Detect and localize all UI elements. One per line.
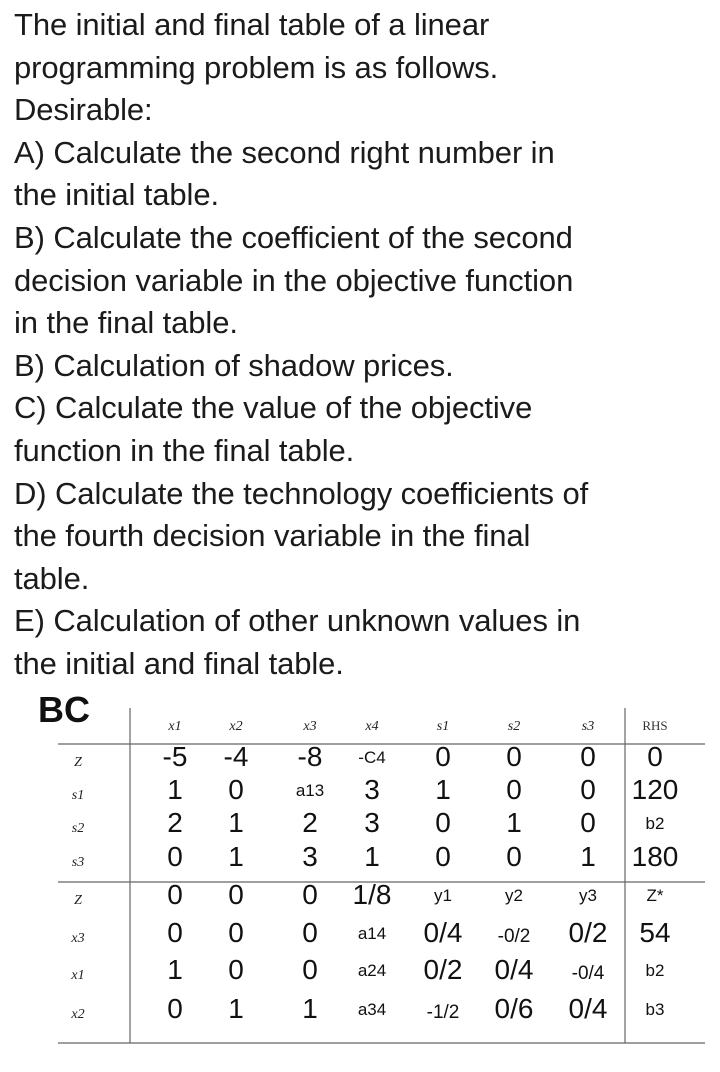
row-basis-label: x3	[71, 931, 85, 946]
table-cell: -0/2	[497, 926, 531, 947]
corner-label: BC	[38, 689, 90, 730]
table-cell: 0	[647, 741, 663, 772]
question-line: E) Calculation of other unknown values in	[14, 603, 581, 639]
table-cell: 54	[639, 917, 671, 948]
table-cell: 0	[506, 774, 522, 805]
table-cell: 0	[167, 917, 183, 948]
column-header: x4	[365, 719, 379, 734]
column-header: x1	[168, 719, 182, 734]
table-cell: 1	[167, 954, 183, 985]
table-cell: 0	[435, 841, 451, 872]
table-cell: 0	[302, 879, 318, 910]
row-basis-label: Z	[74, 755, 82, 770]
row-basis-label: s1	[71, 788, 85, 803]
table-cell: 0/4	[494, 954, 534, 985]
table-cell: y1	[434, 886, 452, 905]
table-cell: 0	[167, 993, 183, 1024]
question-line: the initial and final table.	[14, 645, 344, 681]
column-header: x3	[303, 719, 317, 734]
table-cell: b3	[645, 1000, 665, 1019]
table-cell: 3	[364, 807, 380, 838]
question-line: C) Calculate the value of the objective	[14, 390, 533, 426]
table-cell: 0/2	[568, 917, 608, 948]
table-cell: 1	[228, 807, 244, 838]
row-basis-label: s3	[71, 855, 85, 870]
question-line: Desirable:	[14, 92, 153, 128]
table-cell: 0	[167, 879, 183, 910]
table-cell: 0	[228, 917, 244, 948]
table-cell: 1	[435, 774, 451, 805]
question-line: B) Calculate the coefficient of the second	[14, 219, 573, 255]
table-cell: 0	[506, 841, 522, 872]
table-cell: 1	[167, 774, 183, 805]
question-line: programming problem is as follows.	[14, 49, 499, 85]
row-basis-label: Z	[74, 893, 82, 908]
table-cell: b2	[645, 814, 665, 833]
column-header: RHS	[642, 718, 668, 733]
table-cell: 0/2	[423, 954, 463, 985]
table-cells	[70, 718, 678, 1024]
table-cell: 0/4	[423, 917, 463, 948]
table-cell: 120	[631, 774, 679, 805]
table-cell: 1	[302, 993, 318, 1024]
table-cell: a24	[357, 961, 387, 980]
table-cell: 0	[435, 807, 451, 838]
table-cell: 0	[506, 741, 522, 772]
question-line: function in the final table.	[14, 432, 355, 468]
table-cell: 1	[228, 993, 244, 1024]
table-cell: -C4	[358, 748, 386, 767]
table-cell: -1/2	[426, 1002, 460, 1023]
table-cell: y3	[579, 886, 597, 905]
question-line: in the final table.	[14, 305, 238, 341]
table-cell: 0	[435, 741, 451, 772]
table-cell: 0	[228, 879, 244, 910]
question-line: the initial table.	[14, 177, 219, 213]
question-text	[14, 4, 714, 686]
question-line: D) Calculate the technology coefficients of	[14, 475, 589, 511]
question-line: B) Calculation of shadow prices.	[14, 347, 454, 383]
question-line: the fourth decision variable in the final	[14, 518, 531, 554]
table-cell: 0	[580, 807, 596, 838]
question-line: decision variable in the objective function	[14, 262, 574, 298]
table-cell: y2	[505, 886, 523, 905]
table-cell: 1	[580, 841, 596, 872]
column-header: s3	[581, 719, 595, 734]
table-cell: a13	[295, 781, 325, 800]
column-header: x2	[229, 719, 243, 734]
table-cell: -5	[162, 741, 188, 772]
question-line: The initial and final table of a linear	[14, 7, 490, 42]
table-cell: 0	[167, 841, 183, 872]
table-cell: Z*	[646, 886, 664, 905]
table-cell: 0	[580, 774, 596, 805]
table-cell: 2	[302, 807, 318, 838]
table-cell: a34	[357, 1000, 387, 1019]
table-cell: 0	[580, 741, 596, 772]
table-cell: 1	[364, 841, 380, 872]
table-cell: 180	[631, 841, 679, 872]
table-cell: 0	[228, 954, 244, 985]
simplex-table-svg	[0, 686, 720, 1067]
column-header: s1	[436, 719, 450, 734]
question-line: A) Calculate the second right number in	[14, 134, 555, 170]
question-line: table.	[14, 560, 90, 596]
table-cell: 0/6	[494, 993, 534, 1024]
table-cell: -4	[223, 741, 249, 772]
table-cell: 3	[364, 774, 380, 805]
table-cell: a14	[357, 924, 387, 943]
column-header: s2	[507, 719, 521, 734]
table-cell: 0	[302, 954, 318, 985]
row-basis-label: x2	[71, 1007, 85, 1022]
row-basis-label: x1	[71, 968, 85, 983]
table-cell: -0/4	[571, 963, 605, 984]
table-cell: 0	[302, 917, 318, 948]
table-cell: 1/8	[352, 879, 392, 910]
table-cell: 0/4	[568, 993, 608, 1024]
table-cell: 1	[228, 841, 244, 872]
simplex-table	[0, 686, 720, 1067]
table-cell: -8	[297, 741, 323, 772]
row-basis-label: s2	[71, 821, 85, 836]
table-cell: b2	[645, 961, 665, 980]
table-cell: 1	[506, 807, 522, 838]
table-cell: 0	[228, 774, 244, 805]
table-cell: 2	[167, 807, 183, 838]
table-cell: 3	[302, 841, 318, 872]
